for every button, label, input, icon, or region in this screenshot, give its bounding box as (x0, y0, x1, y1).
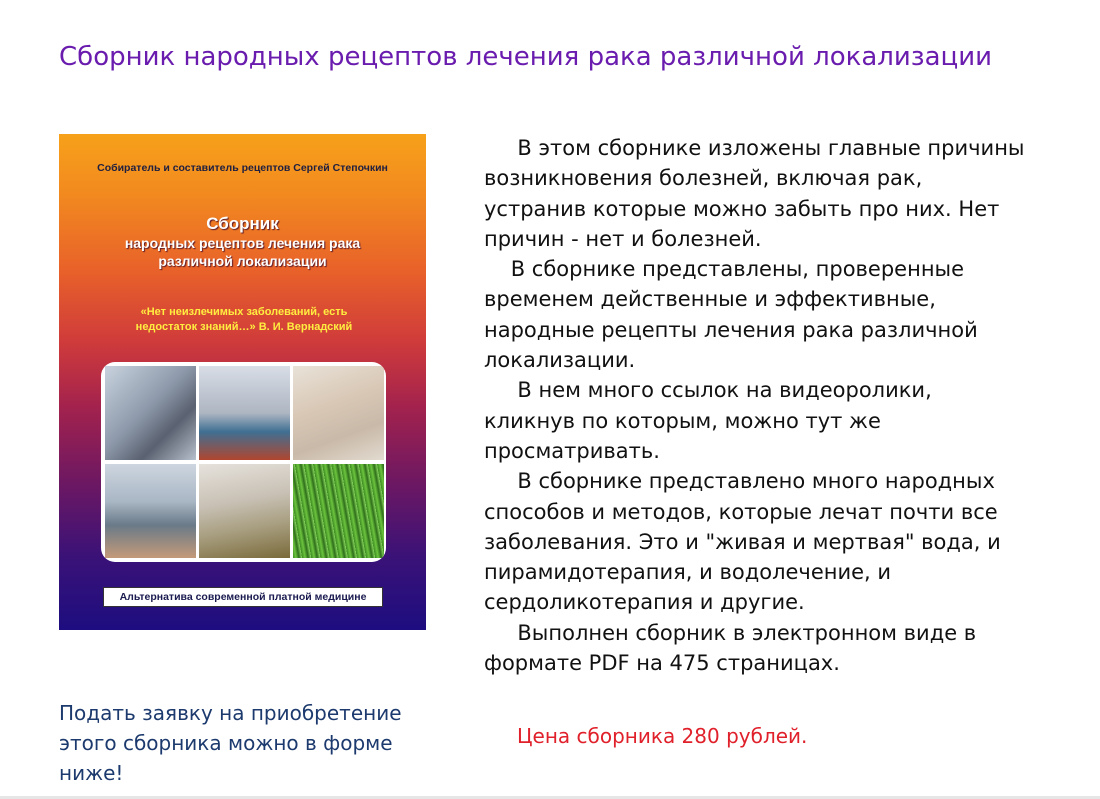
description-line: В этом сборнике изложены главные причины (484, 136, 1025, 160)
order-note-line: ниже! (59, 761, 124, 785)
cover-title-line: народных рецептов лечения рака (124, 235, 361, 251)
cover-photo (105, 464, 196, 558)
description-text (484, 133, 1084, 678)
order-note (59, 698, 439, 788)
cover-photo-collage (101, 362, 386, 562)
cover-bottom-label: Альтернатива современной платной медицине (103, 587, 383, 607)
cover-quote-line: «Нет неизлечимых заболеваний, есть (140, 306, 348, 318)
cover-photo (293, 464, 384, 558)
cover-photo (199, 464, 290, 558)
description-line: В сборнике представлено много народных (484, 469, 995, 494)
page-title: Сборник народных рецептов лечения рака различной локализации (59, 42, 993, 72)
description-line: сердоликотерапия и другие. (484, 590, 805, 615)
description-line: В нем много ссылок на видеоролики, (484, 378, 932, 403)
cover-photo (105, 366, 196, 460)
description-line: формате PDF на 475 страницах. (484, 651, 840, 676)
cover-title-line: различной локализации (158, 253, 327, 269)
description-line: заболевания. Это и "живая и мертвая" вода, и (484, 529, 1001, 554)
book-cover-image (59, 134, 426, 630)
cover-quote-line: недостаток знаний…» В. И. Вернадский (135, 321, 353, 333)
order-note-line: Подать заявку на приобретение (59, 701, 402, 725)
cover-title-line: Сборник (206, 214, 279, 233)
description-line: способов и методов, которые лечат почти все (484, 499, 998, 524)
description-line: пирамидотерапия, и водолечение, и (484, 560, 892, 585)
description-line: кликнув по которым, можно тут же (484, 408, 881, 433)
description-line: локализации. (484, 348, 636, 373)
price-label: Цена сборника 280 рублей. (517, 724, 808, 748)
cover-title (59, 214, 426, 270)
description-line: просматривать. (484, 438, 660, 463)
cover-quote (99, 305, 389, 335)
description-line: устранив которые можно забыть про них. Нет (484, 196, 1000, 221)
cover-photo (199, 366, 290, 460)
cover-author: Собиратель и составитель рецептов Сергей Степочкин (97, 162, 388, 174)
description-line: возникновения болезней, включая рак, (484, 166, 923, 191)
description-line: В сборнике представлены, проверенные (484, 257, 965, 282)
order-note-line: этого сборника можно в форме (59, 731, 393, 755)
cover-photo (293, 366, 384, 460)
description-line: временем действенные и эффективные, (484, 287, 936, 312)
description-line: причин - нет и болезней. (484, 226, 762, 251)
description-line: народные рецепты лечения рака различной (484, 317, 978, 342)
description-line: Выполнен сборник в электронном виде в (484, 620, 977, 645)
